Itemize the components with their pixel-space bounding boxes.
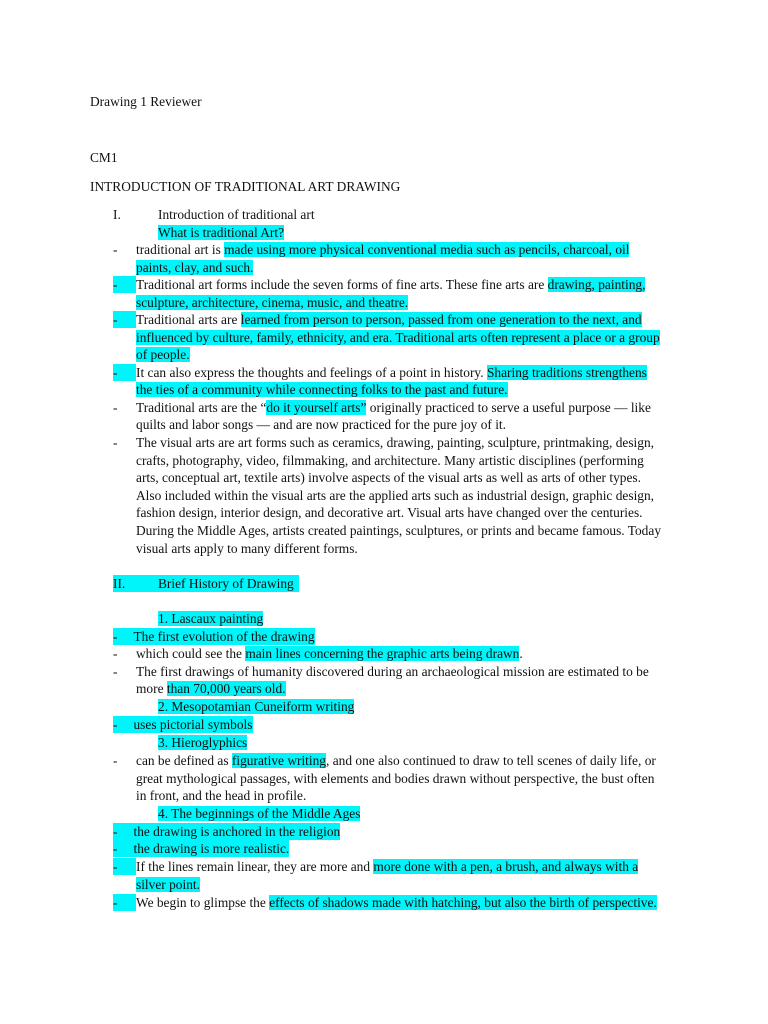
- main-heading: INTRODUCTION OF TRADITIONAL ART DRAWING: [90, 179, 401, 194]
- bullet-text: [136, 329, 660, 346]
- bullet-text: The visual arts are art forms such as ceramics, drawing, painting, sculpture, printmaking, design,: [136, 435, 654, 450]
- bullet-text: - The first evolution of the drawing: [113, 629, 315, 644]
- bullet-text: [136, 876, 200, 893]
- bullet-text: Traditional arts are learned from person to person, passed from one generation to the next, and: [136, 312, 642, 327]
- bullet-text: can be defined as figurative writing, and one also continued to draw to tell scenes of daily life, or: [136, 753, 656, 768]
- highlight: 2. Mesopotamian Cuneiform writing: [158, 699, 355, 714]
- bullet-text: [136, 259, 253, 276]
- bullet-text: [136, 346, 190, 363]
- bullet-dash: -: [113, 646, 118, 661]
- highlight: made using more physical conventional media such as pencils, charcoal, oil: [224, 242, 630, 257]
- bullet-text: Traditional art forms include the seven forms of fine arts. These fine arts are drawing, painting,: [136, 277, 646, 292]
- bullet-dash: -: [113, 435, 118, 450]
- highlight: silver point.: [136, 877, 200, 892]
- subsection-1: [158, 610, 263, 627]
- bullet-text: arts, conceptual art, textile arts) involve aspects of the visual arts as well as arts of other types.: [136, 470, 641, 485]
- bullet-text: The first drawings of humanity discovered during an archaeological mission are estimated to be: [136, 664, 649, 679]
- bullet-text: It can also express the thoughts and feelings of a point in history. Sharing traditions strengthens: [136, 365, 647, 380]
- highlight: Sharing traditions strengthens: [486, 365, 647, 380]
- subsection-2: [158, 698, 354, 715]
- subsection-3: [158, 734, 247, 751]
- bullet-dash: -: [113, 364, 136, 381]
- bullet-text: - the drawing is anchored in the religion: [113, 824, 341, 839]
- bullet-text: traditional art is made using more physical conventional media such as pencils, charcoal, oil: [136, 242, 630, 257]
- bullet-text: If the lines remain linear, they are more and more done with a pen, a brush, and always with a: [136, 859, 639, 874]
- bullet-dash: -: [113, 400, 118, 415]
- highlight: than 70,000 years old.: [166, 681, 286, 696]
- section-1-number: I.: [113, 207, 121, 222]
- bullet-dash: -: [113, 894, 136, 911]
- highlight: of people.: [136, 347, 190, 362]
- highlight: effects of shadows made with hatching, but also the birth of perspective.: [269, 895, 657, 910]
- section-1-question: [158, 224, 284, 241]
- doc-title: Drawing 1 Reviewer: [90, 94, 202, 109]
- bullet-dash: -: [113, 311, 136, 328]
- highlight: drawing, painting,: [547, 277, 646, 292]
- bullet-text: [136, 294, 408, 311]
- section-1-title: Introduction of traditional art: [158, 207, 315, 222]
- bullet-text: During the Middle Ages, artists created paintings, sculptures, or prints and became famous. Today: [136, 523, 662, 538]
- bullet-text: - uses pictorial symbols: [113, 717, 253, 732]
- bullet-text: crafts, photography, video, filmmaking, and architecture. Many artistic disciplines (performing: [136, 453, 644, 468]
- highlight: passed from one generation to the next, and: [404, 312, 642, 327]
- highlight: the ties of a community while connecting folks to the past and future.: [136, 382, 508, 397]
- bullet-dash: -: [113, 664, 118, 679]
- section-2-title: Brief History of Drawing: [158, 576, 294, 591]
- bullet-text: Traditional arts are the “do it yourself arts” originally practiced to serve a useful purpose — like: [136, 400, 651, 415]
- bullet-dash: -: [113, 276, 136, 293]
- bullet-text: great mythological passages, with elements and bodies drawn without perspective, the bust often: [136, 771, 655, 786]
- highlight: figurative writing: [231, 753, 327, 768]
- highlight: do it yourself arts”: [266, 400, 367, 415]
- bullet-text: more than 70,000 years old.: [136, 681, 286, 696]
- section-2-heading: [113, 575, 299, 592]
- highlight: 3. Hieroglyphics: [158, 735, 248, 750]
- chapter-label: CM1: [90, 150, 118, 165]
- subsection-4: [158, 805, 360, 822]
- highlight: learned from person to person,: [240, 312, 405, 327]
- section-2-number: II.: [113, 576, 126, 591]
- bullet-text: in front, and the head in profile.: [136, 788, 307, 803]
- bullet-text: - the drawing is more realistic.: [113, 841, 290, 856]
- bullet-text: We begin to glimpse the effects of shadows made with hatching, but also the birth of perspective.: [136, 895, 657, 910]
- bullet-dash: -: [113, 242, 118, 257]
- highlight: main lines concerning the graphic arts being drawn: [245, 646, 520, 661]
- highlight: more done with a pen, a brush, and always with a: [373, 859, 639, 874]
- bullet-text: visual arts apply to many different forms.: [136, 541, 358, 556]
- bullet-dash: -: [113, 753, 118, 768]
- highlight: 4. The beginnings of the Middle Ages: [158, 806, 361, 821]
- bullet-text: quilts and labor songs — and are now practiced for the pure joy of it.: [136, 417, 507, 432]
- bullet-dash: -: [113, 858, 136, 875]
- highlight: 1. Lascaux painting: [158, 611, 264, 626]
- bullet-text: fashion design, interior design, and decorative art. Visual arts have changed over the centuries.: [136, 505, 643, 520]
- highlight: sculpture, architecture, cinema, music, and theatre.: [136, 295, 409, 310]
- bullet-text: which could see the main lines concerning the graphic arts being drawn.: [136, 646, 523, 661]
- highlight: What is traditional Art?: [158, 225, 285, 240]
- bullet-text: [136, 381, 508, 398]
- highlight: influenced by culture, family, ethnicity, and era. Traditional arts often represent a place or a group: [136, 330, 660, 345]
- bullet-text: Also included within the visual arts are the applied arts such as industrial design, graphic design,: [136, 488, 655, 503]
- highlight: paints, clay, and such.: [136, 260, 254, 275]
